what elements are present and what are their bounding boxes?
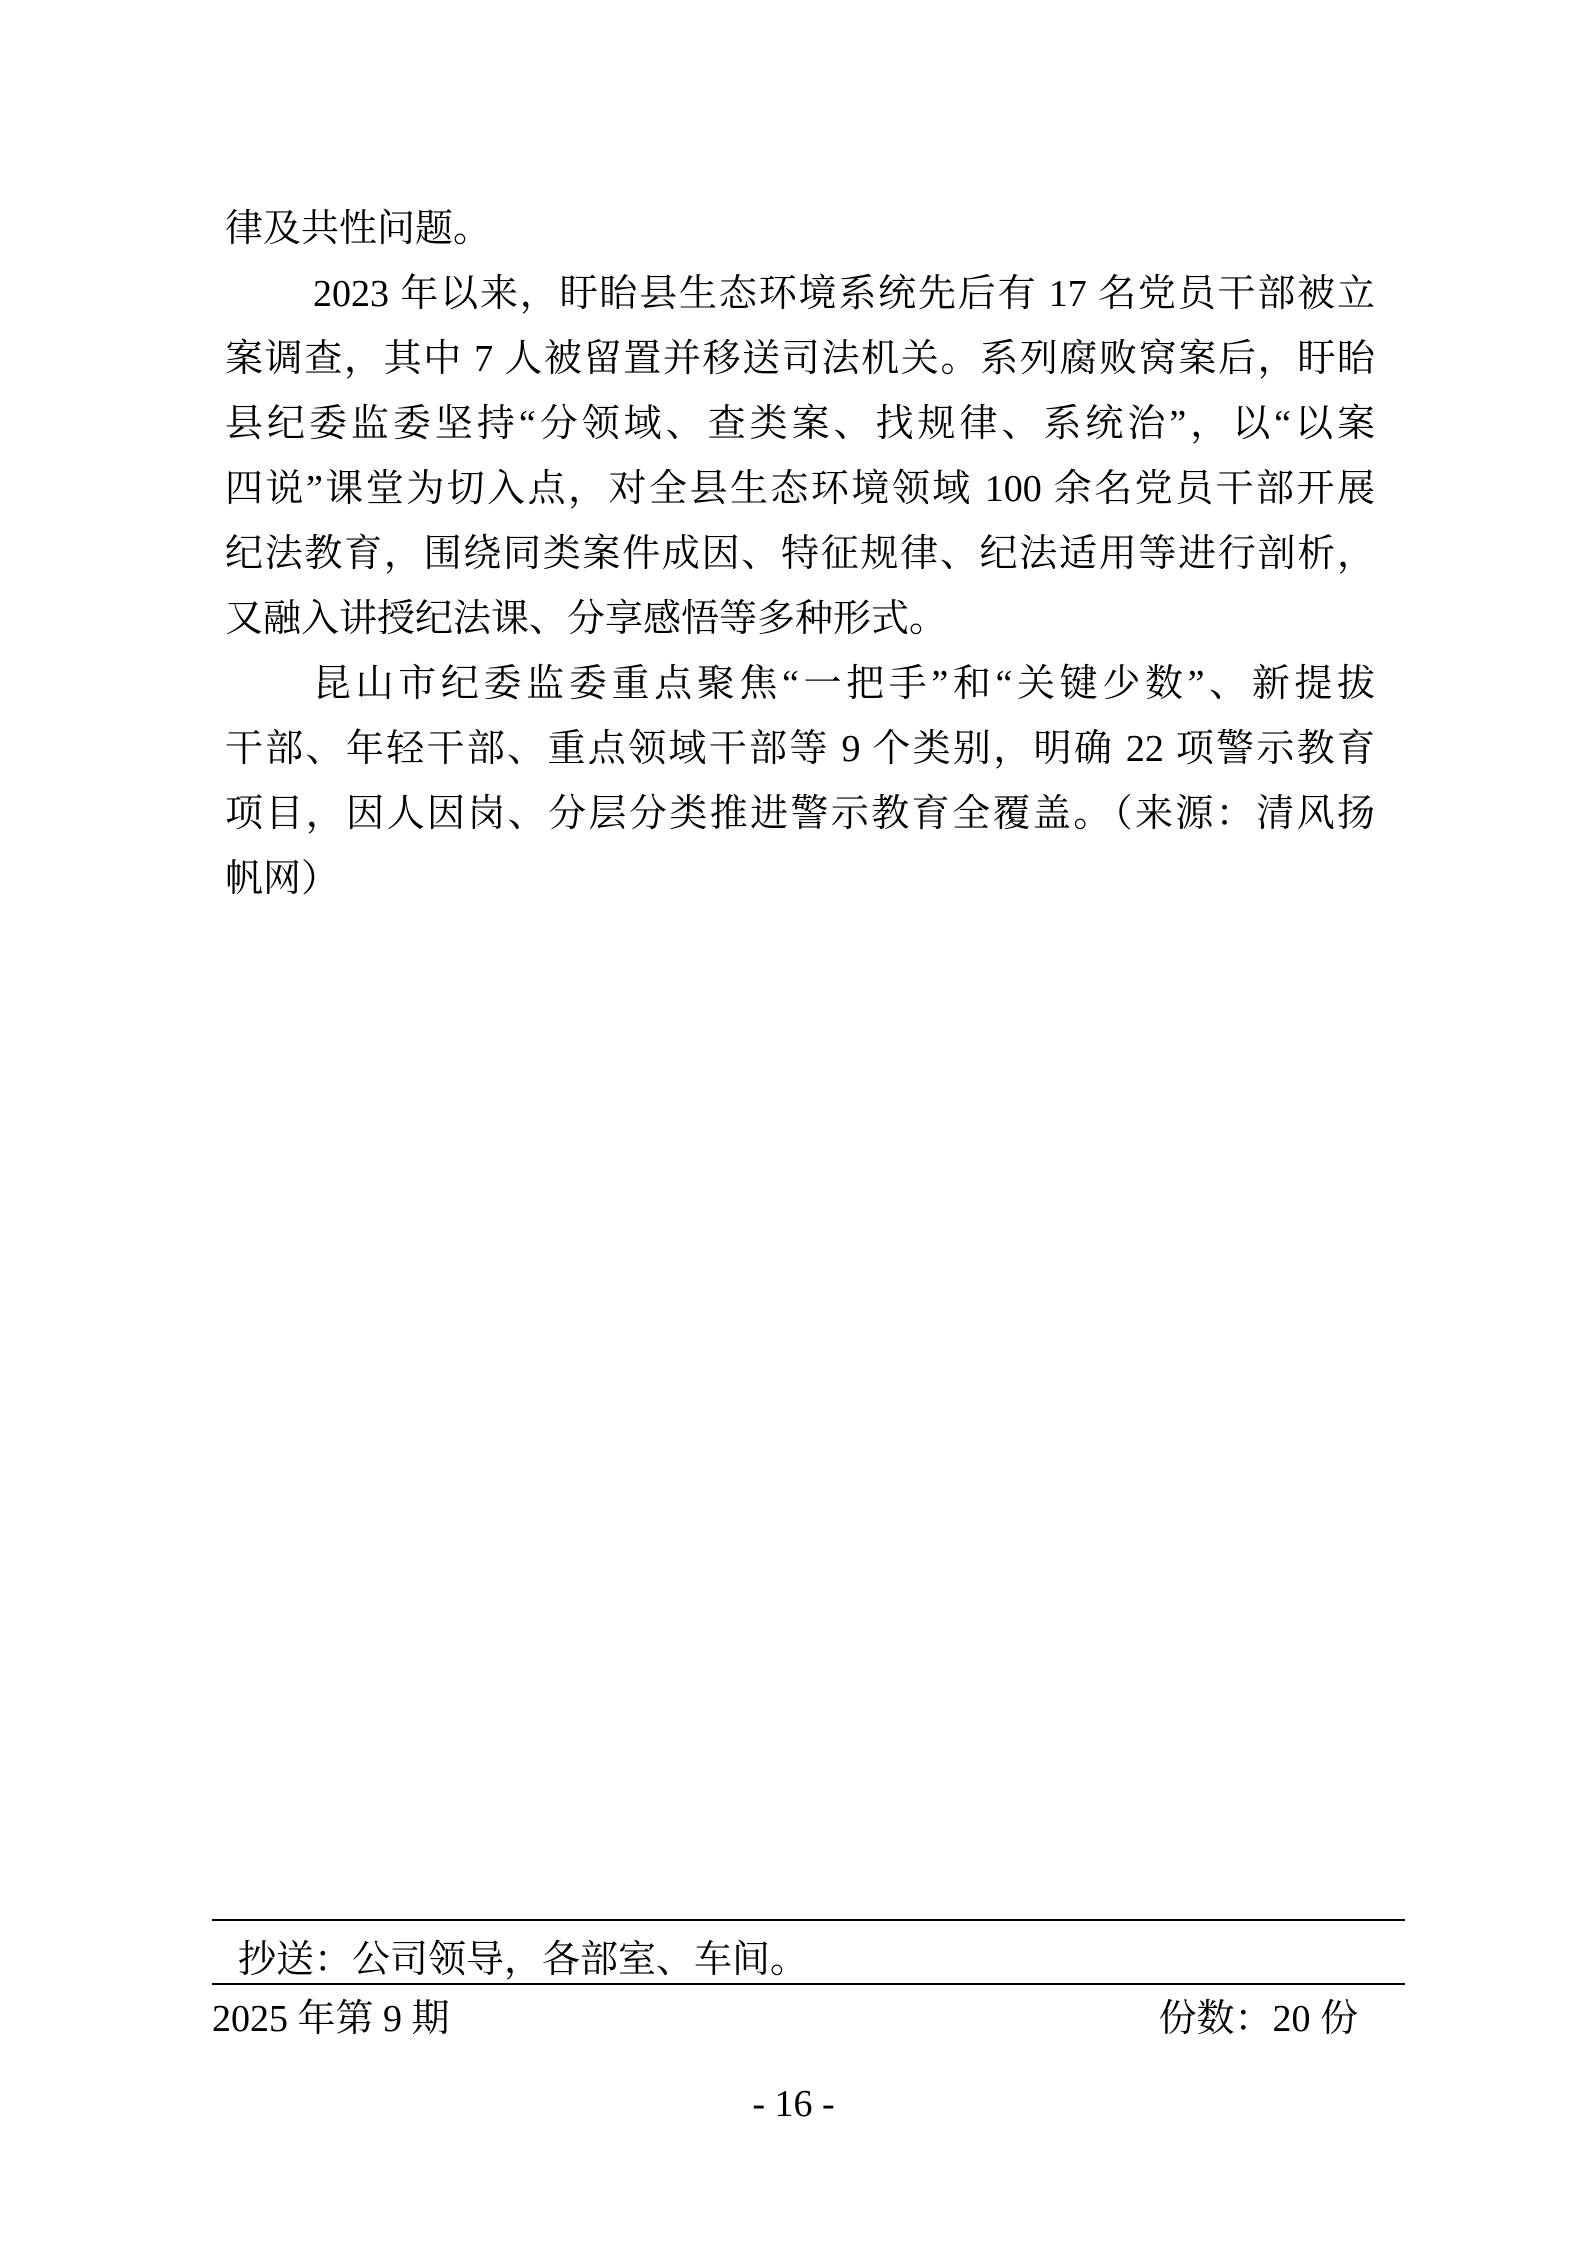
- body-line: 2023 年以来，盱眙县生态环境系统先后有 17 名党员干部被立: [313, 273, 1375, 315]
- body-line: 律及共性问题。: [225, 208, 492, 250]
- body-line: 又融入讲授纪法课、分享感悟等多种形式。: [225, 598, 948, 640]
- body-line: 四说”课堂为切入点，对全县生态环境领域 100 余名党员干部开展: [225, 468, 1375, 510]
- body-line: 帆网）: [225, 858, 340, 900]
- cc-line: 抄送：公司领导，各部室、车间。: [238, 1939, 809, 1981]
- body-text-block: [225, 197, 1375, 912]
- body-line: 昆山市纪委监委重点聚焦“一把手”和“关键少数”、新提拔: [313, 663, 1375, 705]
- footer-divider-bottom: [212, 1983, 1405, 1985]
- page-number: - 16 -: [752, 2083, 835, 2125]
- body-line: 干部、年轻干部、重点领域干部等 9 个类别，明确 22 项警示教育: [225, 728, 1375, 770]
- body-line: 纪法教育，围绕同类案件成因、特征规律、纪法适用等进行剖析，: [225, 533, 1375, 575]
- issue-label: 2025 年第 9 期: [212, 1998, 450, 2040]
- body-line: 县纪委监委坚持“分领域、查类案、找规律、系统治”，以“以案: [225, 403, 1375, 445]
- body-line: 案调查，其中 7 人被留置并移送司法机关。系列腐败窝案后，盱眙: [225, 338, 1375, 380]
- body-line: 项目，因人因岗、分层分类推进警示教育全覆盖。（来源：清风扬: [225, 793, 1375, 835]
- copies-label: 份数：20 份: [1158, 1998, 1358, 2040]
- footer-divider-top: [212, 1919, 1405, 1921]
